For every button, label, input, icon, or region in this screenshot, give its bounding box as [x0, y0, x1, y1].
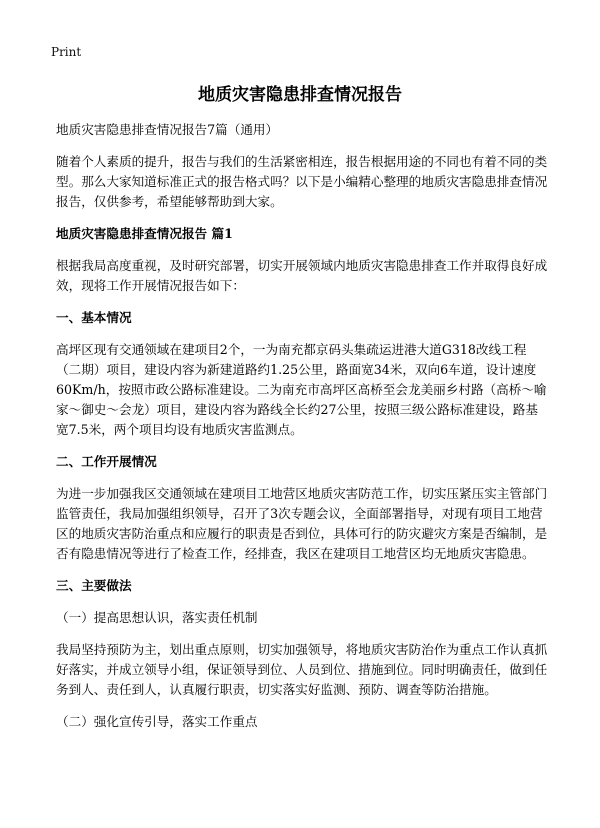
section-intro-paragraph: 根据我局高度重视，及时研究部署，切实开展领域内地质灾害隐患排查工作并取得良好成效，现将工作开展情况报告如下：: [56, 258, 548, 293]
subheading-responsibility: （一）提高思想认识，落实责任机制: [56, 610, 258, 625]
document-subtitle: 地质灾害隐患排查情况报告7篇（通用）: [56, 122, 279, 137]
basic-situation-paragraph: 高坪区现有交通领域在建项目2个，一为南充都京码头集疏运进港大道G318改线工程（二期）项目，建设内容为新建道路约1.25公里，路面宽34米，双向6车道，设计速度60Km/h，按照市政公路标准建设。二为南充市高坪区高桥至会龙美丽乡村路（高桥～喻家～御史～会龙）项目，建设内容为路线全长约27公里，按照三级公路标准建设，路基宽7.5米，两个项目均设有地质灾害监测点。: [56, 342, 547, 437]
heading-main-practices: 三、主要做法: [56, 578, 132, 593]
heading-basic-situation: 一、基本情况: [56, 310, 132, 325]
intro-paragraph: 随着个人素质的提升，报告与我们的生活紧密相连，报告根据用途的不同也有着不同的类型。那么大家知道标准正式的报告格式吗？以下是小编精心整理的地质灾害隐患排查情况报告，仅供参考，希望能够帮助到大家。: [56, 154, 548, 209]
section-title: 地质灾害隐患排查情况报告 篇1: [56, 226, 233, 241]
document-body: [56, 120, 550, 744]
print-link[interactable]: Print: [51, 45, 82, 59]
responsibility-paragraph: 我局坚持预防为主，划出重点原则，切实加强领导，将地质灾害防治作为重点工作认真抓好落实，并成立领导小组，保证领导到位、人员到位、措施到位。同时明确责任，做到任务到人、责任到人，认真履行职责，切实落实好监测、预防、调查等防治措施。: [56, 642, 548, 697]
work-progress-paragraph: 为进一步加强我区交通领域在建项目工地营区地质灾害防范工作，切实压紧压实主管部门监管责任，我局加强组织领导，召开了3次专题会议，全面部署指导，对现有项目工地营区的地质灾害防治重点和应履行的职责是否到位，具体可行的防灾避灾方案是否编制，是否有隐患情况等进行了检查工作，经排查，我区在建项目工地营区均无地质灾害隐患。: [56, 486, 548, 561]
page-title: 地质灾害隐患排查情况报告: [198, 85, 402, 105]
subheading-publicity: （二）强化宣传引导，落实工作重点: [56, 714, 258, 729]
heading-work-progress: 二、工作开展情况: [56, 454, 157, 469]
